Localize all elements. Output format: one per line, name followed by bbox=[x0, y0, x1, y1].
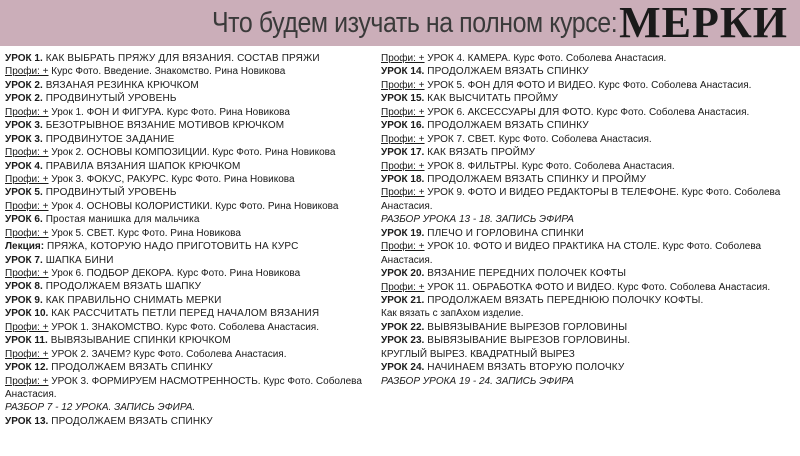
lesson-number: УРОК 5. bbox=[5, 187, 43, 199]
lesson-title: ПРОДОЛЖАЕМ ВЯЗАТЬ СПИНКУ bbox=[424, 66, 589, 78]
profi-text: Урок 5. СВЕТ. Курс Фото. Рина Новикова bbox=[48, 227, 241, 239]
lesson-title: ПРОДВИНУТЫЙ УРОВЕНЬ bbox=[42, 187, 177, 199]
lesson-item bbox=[5, 334, 377, 347]
profi-tag: Профи: + bbox=[5, 321, 49, 333]
lesson-number: Лекция: bbox=[5, 241, 45, 253]
lesson-item bbox=[5, 307, 377, 320]
profi-tag: Профи: + bbox=[381, 241, 425, 253]
lesson-item bbox=[381, 65, 795, 78]
lesson-title: ШАПКА БИНИ bbox=[42, 254, 114, 266]
lesson-item bbox=[381, 361, 795, 374]
lesson-number: УРОК 20. bbox=[381, 268, 425, 280]
brand-logo: МЕРКИ bbox=[619, 0, 788, 46]
lesson-item bbox=[5, 280, 377, 293]
profi-tag: Профи: + bbox=[5, 66, 49, 78]
profi-text: Курс Фото. Введение. Знакомство. Рина Новикова bbox=[48, 66, 286, 78]
profi-item bbox=[381, 281, 795, 294]
lesson-title: ПРОДВИНУТОЕ ЗАДАНИЕ bbox=[42, 133, 175, 145]
lesson-title: ПРОДОЛЖАЕМ ВЯЗАТЬ СПИНКУ bbox=[48, 415, 213, 427]
lesson-item bbox=[5, 92, 377, 105]
lesson-number: УРОК 10. bbox=[5, 308, 49, 320]
lesson-number: УРОК 3. bbox=[5, 120, 43, 132]
lesson-title: ПРОДОЛЖАЕМ ВЯЗАТЬ СПИНКУ bbox=[48, 362, 213, 374]
lesson-title: ПРЯЖА, КОТОРУЮ НАДО ПРИГОТОВИТЬ НА КУРС bbox=[44, 241, 299, 253]
lesson-item bbox=[5, 415, 377, 428]
review-stream-item: РАЗБОР 7 - 12 УРОКА. ЗАПИСЬ ЭФИРА. bbox=[5, 402, 196, 414]
lesson-title: БЕЗОТРЫВНОЕ ВЯЗАНИЕ МОТИВОВ КРЮЧКОМ bbox=[42, 120, 285, 132]
lesson-title: КАК РАССЧИТАТЬ ПЕТЛИ ПЕРЕД НАЧАЛОМ ВЯЗАНИЯ bbox=[48, 308, 320, 320]
profi-item bbox=[5, 200, 377, 213]
lesson-title: КАК ВЯЗАТЬ ПРОЙМУ bbox=[424, 147, 536, 159]
profi-tag: Профи: + bbox=[5, 200, 49, 212]
profi-text: Урок 2. ОСНОВЫ КОМПОЗИЦИИ. Курс Фото. Рина Новикова bbox=[48, 147, 336, 159]
lesson-item bbox=[5, 294, 377, 307]
profi-tag: Профи: + bbox=[5, 106, 49, 118]
profi-item bbox=[381, 79, 795, 92]
review-stream-item: РАЗБОР УРОКА 13 - 18. ЗАПИСЬ ЭФИРА bbox=[381, 214, 574, 226]
profi-tag: Профи: + bbox=[381, 106, 425, 118]
lesson-item bbox=[5, 52, 377, 65]
profi-tag: Профи: + bbox=[381, 187, 425, 199]
lesson-number: УРОК 2. bbox=[5, 93, 43, 105]
profi-tag: Профи: + bbox=[5, 173, 49, 185]
lesson-item bbox=[5, 79, 377, 92]
profi-text: УРОК 1. ЗНАКОМСТВО. Курс Фото. Соболева Анастасия. bbox=[48, 321, 319, 333]
profi-tag: Профи: + bbox=[5, 268, 49, 279]
profi-text: УРОК 10. ФОТО И ВИДЕО ПРАКТИКА НА СТОЛЕ. Курс Фото. Соболева Анастасия. bbox=[381, 241, 762, 266]
lesson-title: ПРОДОЛЖАЕМ ВЯЗАТЬ СПИНКУ bbox=[424, 120, 589, 132]
profi-tag: Профи: + bbox=[381, 133, 425, 145]
lesson-subtitle: Как вязать с запАхом изделие. bbox=[381, 308, 524, 320]
lesson-number: УРОК 8. bbox=[5, 281, 43, 293]
profi-text: УРОК 3. ФОРМИРУЕМ НАСМОТРЕННОСТЬ. Курс Фото. Соболева Анастасия. bbox=[5, 375, 362, 400]
profi-text: УРОК 7. СВЕТ. Курс Фото. Соболева Анастасия. bbox=[424, 133, 652, 145]
lesson-title: НАЧИНАЕМ ВЯЗАТЬ ВТОРУЮ ПОЛОЧКУ bbox=[424, 362, 625, 374]
lesson-title: ПРОДОЛЖАЕМ ВЯЗАТЬ ПЕРЕДНЮЮ ПОЛОЧКУ КОФТЫ. bbox=[424, 294, 704, 306]
profi-text: Урок 3. ФОКУС, РАКУРС. Курс Фото. Рина Новикова bbox=[48, 173, 295, 185]
profi-item bbox=[381, 106, 795, 119]
profi-tag: Профи: + bbox=[381, 79, 425, 91]
lesson-item bbox=[381, 321, 795, 334]
profi-item bbox=[5, 267, 377, 280]
lesson-title: ВЯЗАНАЯ РЕЗИНКА КРЮЧКОМ bbox=[42, 79, 199, 91]
lesson-title: КАК ВЫСЧИТАТЬ ПРОЙМУ bbox=[424, 93, 559, 105]
lesson-number: УРОК 14. bbox=[381, 66, 425, 78]
profi-tag: Профи: + bbox=[5, 348, 49, 360]
profi-text: УРОК 9. ФОТО И ВИДЕО РЕДАКТОРЫ В ТЕЛЕФОНЕ. Курс Фото. Соболева Анастасия. bbox=[381, 187, 781, 212]
lesson-number: УРОК 6. bbox=[5, 214, 43, 226]
lesson-number: УРОК 1. bbox=[5, 53, 43, 64]
lesson-item bbox=[5, 361, 377, 374]
profi-item bbox=[5, 146, 377, 159]
lesson-item bbox=[5, 186, 377, 199]
profi-item bbox=[5, 65, 377, 78]
lesson-number: УРОК 15. bbox=[381, 93, 425, 105]
profi-text: УРОК 6. АКСЕССУАРЫ ДЛЯ ФОТО. Курс Фото. Соболева Анастасия. bbox=[424, 106, 750, 118]
lesson-title: Простая манишка для мальчика bbox=[42, 214, 200, 226]
lesson-title: ПЛЕЧО И ГОРЛОВИНА СПИНКИ bbox=[424, 227, 584, 239]
lesson-title: ВЫВЯЗЫВАНИЕ ВЫРЕЗОВ ГОРЛОВИНЫ. bbox=[424, 335, 631, 347]
lesson-number: УРОК 16. bbox=[381, 120, 425, 132]
profi-item bbox=[5, 348, 377, 361]
lesson-item bbox=[381, 334, 795, 347]
lesson-number: УРОК 19. bbox=[381, 227, 425, 239]
lesson-number: УРОК 12. bbox=[5, 362, 49, 374]
profi-tag: Профи: + bbox=[5, 375, 49, 387]
profi-text: УРОК 4. КАМЕРА. Курс Фото. Соболева Анастасия. bbox=[424, 53, 667, 64]
profi-tag: Профи: + bbox=[5, 147, 49, 159]
profi-item bbox=[5, 227, 377, 240]
profi-item bbox=[5, 375, 377, 402]
profi-text: УРОК 5. ФОН ДЛЯ ФОТО И ВИДЕО. Курс Фото. Соболева Анастасия. bbox=[424, 79, 752, 91]
profi-tag: Профи: + bbox=[5, 227, 49, 239]
lesson-list-left bbox=[5, 52, 377, 428]
profi-item bbox=[5, 173, 377, 186]
lesson-number: УРОК 2. bbox=[5, 79, 43, 91]
profi-item bbox=[381, 186, 795, 213]
lesson-item bbox=[381, 267, 795, 280]
lesson-number: УРОК 4. bbox=[5, 160, 43, 172]
lesson-title: КАК ВЫБРАТЬ ПРЯЖУ ДЛЯ ВЯЗАНИЯ. СОСТАВ ПРЯЖИ bbox=[42, 53, 320, 64]
lesson-item bbox=[5, 254, 377, 267]
lesson-title: ПРАВИЛА ВЯЗАНИЯ ШАПОК КРЮЧКОМ bbox=[42, 160, 241, 172]
lesson-number: УРОК 23. bbox=[381, 335, 425, 347]
lesson-item bbox=[381, 92, 795, 105]
lesson-title: КАК ПРАВИЛЬНО СНИМАТЬ МЕРКИ bbox=[42, 294, 222, 306]
lesson-list-right bbox=[381, 52, 795, 388]
lesson-item bbox=[5, 119, 377, 132]
lesson-number: УРОК 9. bbox=[5, 294, 43, 306]
lesson-item bbox=[381, 294, 795, 307]
lesson-item bbox=[381, 173, 795, 186]
lesson-number: УРОК 3. bbox=[5, 133, 43, 145]
header-banner bbox=[0, 0, 800, 46]
profi-item bbox=[5, 106, 377, 119]
review-stream-item: РАЗБОР УРОКА 19 - 24. ЗАПИСЬ ЭФИРА bbox=[381, 375, 574, 387]
profi-item bbox=[5, 321, 377, 334]
page-title: Что будем изучать на полном курсе: bbox=[211, 6, 618, 39]
profi-text: Урок 4. ОСНОВЫ КОЛОРИСТИКИ. Курс Фото. Рина Новикова bbox=[48, 200, 339, 212]
lesson-subtitle: КРУГЛЫЙ ВЫРЕЗ. КВАДРАТНЫЙ ВЫРЕЗ bbox=[381, 348, 575, 360]
lesson-number: УРОК 24. bbox=[381, 362, 425, 374]
lesson-number: УРОК 11. bbox=[5, 335, 48, 347]
profi-item bbox=[381, 133, 795, 146]
profi-item bbox=[381, 160, 795, 173]
profi-item bbox=[381, 240, 795, 267]
lesson-title: ПРОДОЛЖАЕМ ВЯЗАТЬ СПИНКУ И ПРОЙМУ bbox=[424, 173, 647, 185]
lesson-item bbox=[381, 227, 795, 240]
lesson-title: ВЯЗАНИЕ ПЕРЕДНИХ ПОЛОЧЕК КОФТЫ bbox=[424, 268, 627, 280]
lesson-number: УРОК 13. bbox=[5, 415, 49, 427]
lesson-item bbox=[381, 119, 795, 132]
profi-tag: Профи: + bbox=[381, 160, 425, 172]
lesson-number: УРОК 18. bbox=[381, 173, 425, 185]
lesson-number: УРОК 7. bbox=[5, 254, 43, 266]
profi-tag: Профи: + bbox=[381, 53, 425, 64]
lesson-item bbox=[5, 240, 377, 253]
lesson-number: УРОК 21. bbox=[381, 294, 425, 306]
lesson-number: УРОК 22. bbox=[381, 321, 425, 333]
lesson-number: УРОК 17. bbox=[381, 147, 425, 159]
lesson-title: ВЫВЯЗЫВАНИЕ ВЫРЕЗОВ ГОРЛОВИНЫ bbox=[424, 321, 628, 333]
lesson-item bbox=[5, 213, 377, 226]
profi-item bbox=[381, 52, 795, 65]
lesson-item bbox=[381, 146, 795, 159]
profi-text: Урок 6. ПОДБОР ДЕКОРА. Курс Фото. Рина Новикова bbox=[48, 268, 301, 279]
profi-text: УРОК 8. ФИЛЬТРЫ. Курс Фото. Соболева Анастасия. bbox=[424, 160, 675, 172]
profi-text: УРОК 11. ОБРАБОТКА ФОТО И ВИДЕО. Курс Фото. Соболева Анастасия. bbox=[424, 281, 771, 293]
lesson-item bbox=[5, 133, 377, 146]
profi-text: УРОК 2. ЗАЧЕМ? Курс Фото. Соболева Анастасия. bbox=[48, 348, 287, 360]
lesson-title: ПРОДОЛЖАЕМ ВЯЗАТЬ ШАПКУ bbox=[42, 281, 202, 293]
lesson-item bbox=[5, 160, 377, 173]
lesson-title: ПРОДВИНУТЫЙ УРОВЕНЬ bbox=[42, 93, 177, 105]
profi-text: Урок 1. ФОН И ФИГУРА. Курс Фото. Рина Новикова bbox=[48, 106, 290, 118]
lesson-title: ВЫВЯЗЫВАНИЕ СПИНКИ КРЮЧКОМ bbox=[47, 335, 231, 347]
profi-tag: Профи: + bbox=[381, 281, 425, 293]
